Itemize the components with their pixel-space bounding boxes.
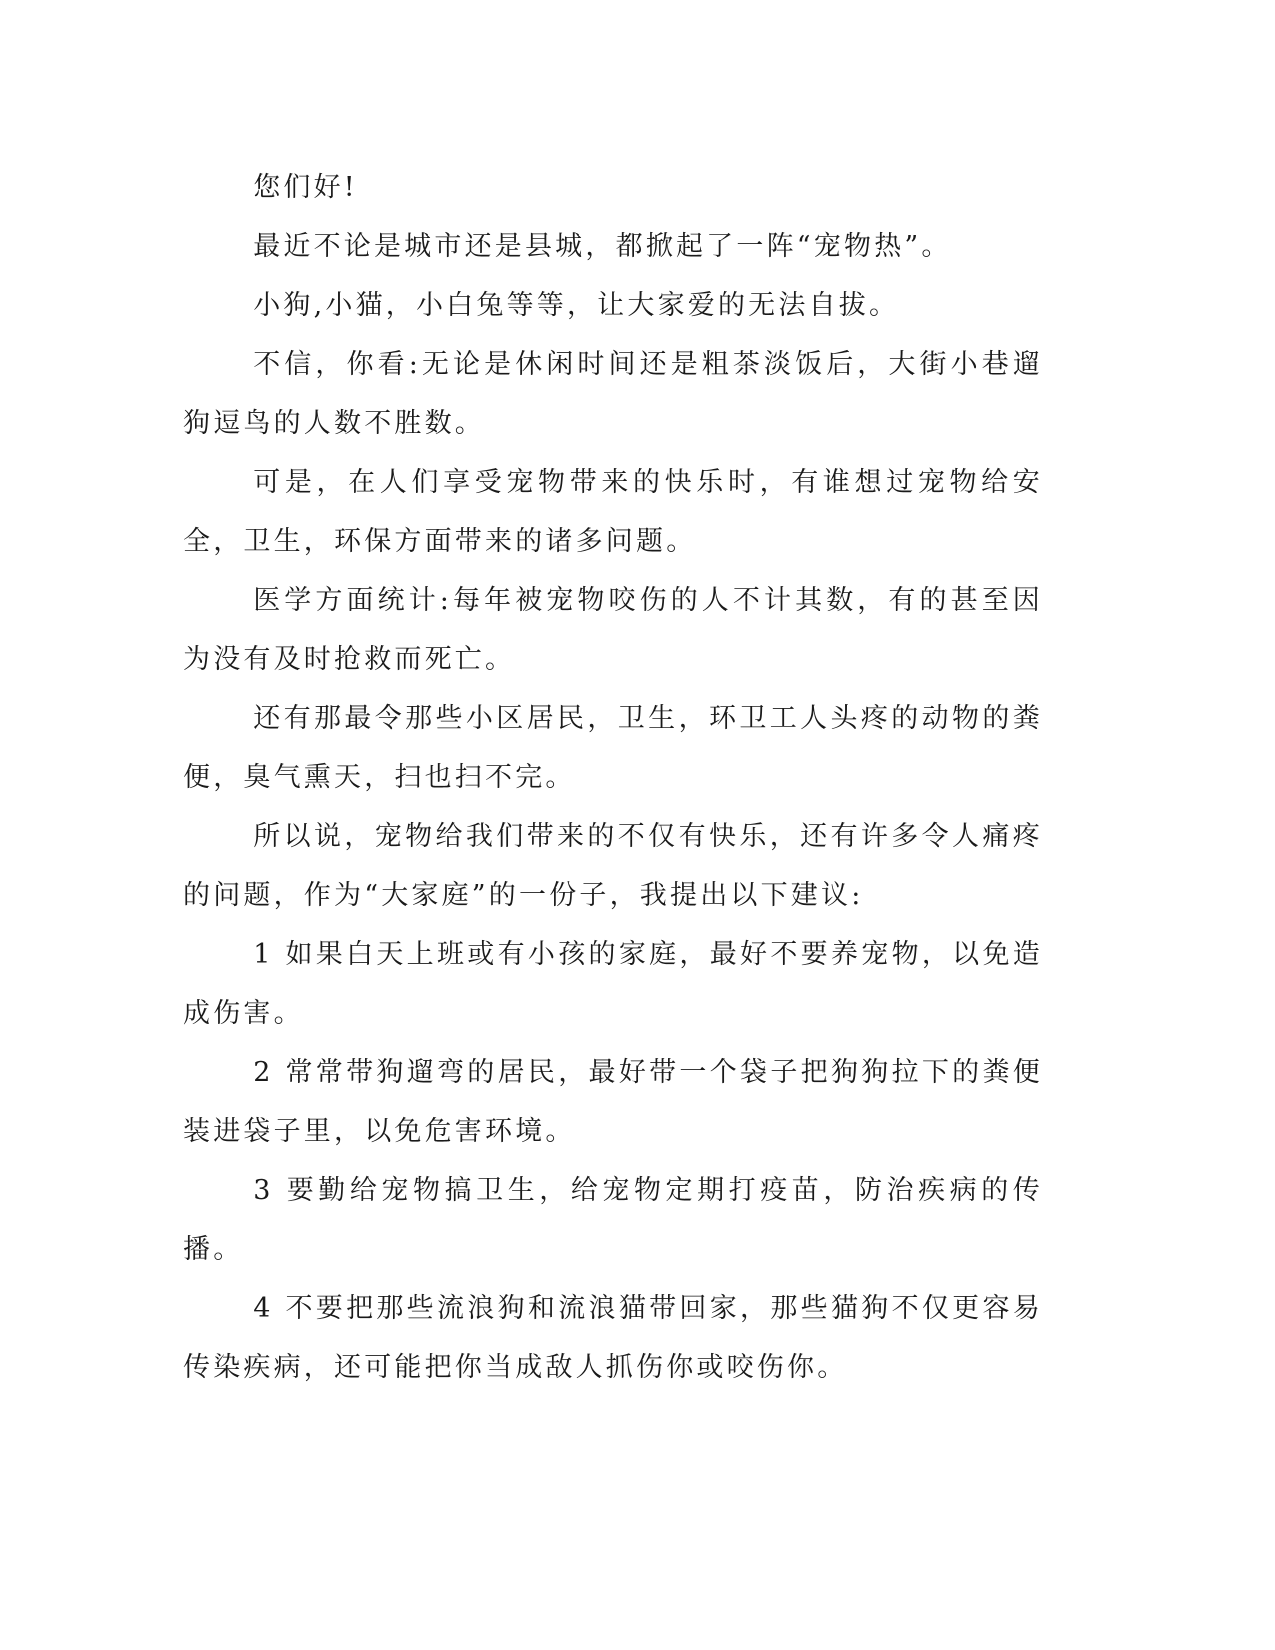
suggestion-item: 4 不要把那些流浪狗和流浪猫带回家，那些猫狗不仅更容易传染疾病，还可能把你当成敌人抓伤你或咬伤你。 <box>183 1293 1043 1383</box>
body-paragraph: 可是，在人们享受宠物带来的快乐时，有谁想过宠物给安全，卫生，环保方面带来的诸多问题。 <box>183 467 1043 557</box>
suggestion-item: 1 如果白天上班或有小孩的家庭，最好不要养宠物，以免造成伤害。 <box>183 939 1043 1029</box>
body-paragraph: 医学方面统计:每年被宠物咬伤的人不计其数，有的甚至因为没有及时抢救而死亡。 <box>183 585 1043 675</box>
body-paragraph: 最近不论是城市还是县城，都掀起了一阵“宠物热”。 <box>253 231 952 262</box>
body-paragraph: 不信，你看:无论是休闲时间还是粗茶淡饭后，大街小巷遛狗逗鸟的人数不胜数。 <box>183 349 1043 439</box>
body-paragraph: 还有那最令那些小区居民，卫生，环卫工人头疼的动物的粪便，臭气熏天，扫也扫不完。 <box>183 703 1043 793</box>
document-body <box>183 158 1043 1397</box>
greeting-paragraph: 您们好! <box>253 172 358 203</box>
suggestion-item: 2 常常带狗遛弯的居民，最好带一个袋子把狗狗拉下的粪便装进袋子里，以免危害环境。 <box>183 1057 1043 1147</box>
body-paragraph: 小狗,小猫，小白兔等等，让大家爱的无法自拔。 <box>253 290 900 321</box>
suggestion-item: 3 要勤给宠物搞卫生，给宠物定期打疫苗，防治疾病的传播。 <box>183 1175 1043 1265</box>
body-paragraph: 所以说，宠物给我们带来的不仅有快乐，还有许多令人痛疼的问题，作为“大家庭”的一份子，我提出以下建议: <box>183 821 1043 911</box>
